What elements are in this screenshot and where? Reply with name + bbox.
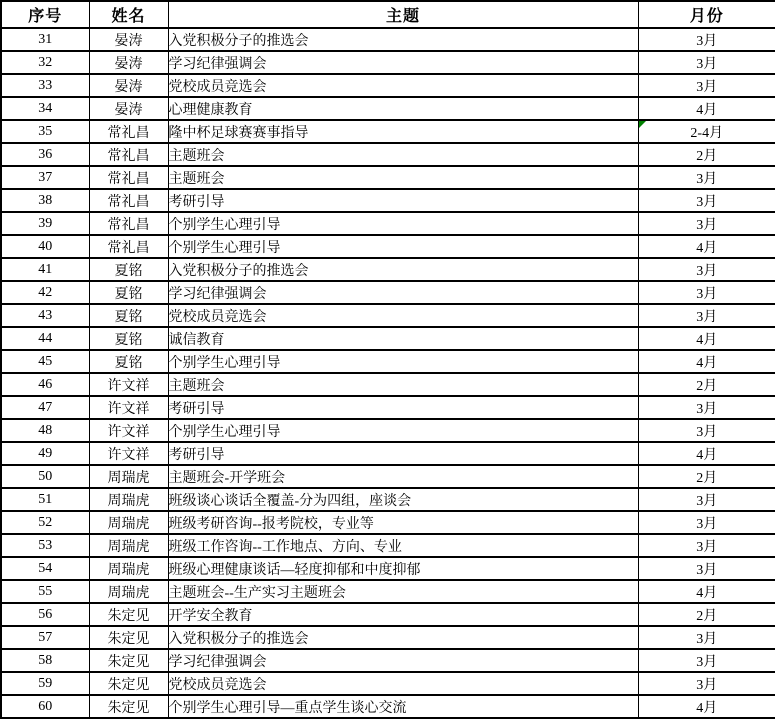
name-cell: 周瑞虎 [89,534,168,557]
name-cell: 朱定见 [89,695,168,718]
header-row [1,1,775,28]
serial-cell: 58 [1,649,89,672]
name-cell: 夏铭 [89,304,168,327]
table-row [1,212,775,235]
topic-cell: 入党积极分子的推选会 [168,28,638,51]
serial-cell: 33 [1,74,89,97]
table-row [1,143,775,166]
serial-cell: 41 [1,258,89,281]
topic-cell: 主题班会-开学班会 [168,465,638,488]
name-cell: 许文祥 [89,396,168,419]
topic-cell: 班级谈心谈话全覆盖-分为四组，座谈会 [168,488,638,511]
table-row [1,511,775,534]
table-row [1,649,775,672]
month-cell: 3月 [638,626,775,649]
table-row [1,488,775,511]
table-row [1,695,775,718]
topic-cell: 开学安全教育 [168,603,638,626]
month-cell: 3月 [638,212,775,235]
month-cell: 4月 [638,97,775,120]
serial-cell: 44 [1,327,89,350]
topic-cell: 考研引导 [168,189,638,212]
name-cell: 晏涛 [89,97,168,120]
topic-cell: 主题班会--生产实习主题班会 [168,580,638,603]
table-row [1,465,775,488]
table-row [1,281,775,304]
month-cell: 3月 [638,166,775,189]
table-row [1,350,775,373]
serial-cell: 51 [1,488,89,511]
table-row [1,327,775,350]
month-cell: 4月 [638,235,775,258]
month-cell: 3月 [638,534,775,557]
month-cell: 2-4月 [638,120,775,143]
name-cell: 常礼昌 [89,212,168,235]
serial-cell: 49 [1,442,89,465]
month-cell: 4月 [638,442,775,465]
serial-cell: 36 [1,143,89,166]
serial-cell: 52 [1,511,89,534]
table-row [1,603,775,626]
name-cell: 晏涛 [89,28,168,51]
table-row [1,74,775,97]
serial-cell: 34 [1,97,89,120]
serial-cell: 54 [1,557,89,580]
name-cell: 常礼昌 [89,189,168,212]
month-cell: 3月 [638,258,775,281]
month-cell: 3月 [638,488,775,511]
serial-cell: 53 [1,534,89,557]
month-cell: 2月 [638,603,775,626]
serial-cell: 35 [1,120,89,143]
month-cell: 4月 [638,695,775,718]
name-cell: 夏铭 [89,281,168,304]
month-cell: 3月 [638,304,775,327]
month-cell: 3月 [638,51,775,74]
serial-cell: 56 [1,603,89,626]
topic-cell: 学习纪律强调会 [168,281,638,304]
name-cell: 夏铭 [89,350,168,373]
topic-cell: 诚信教育 [168,327,638,350]
topic-cell: 班级心理健康谈话—轻度抑郁和中度抑郁 [168,557,638,580]
table-row [1,28,775,51]
name-cell: 许文祥 [89,373,168,396]
name-cell: 周瑞虎 [89,580,168,603]
name-cell: 周瑞虎 [89,465,168,488]
table-row [1,672,775,695]
month-cell: 2月 [638,143,775,166]
topic-cell: 个别学生心理引导 [168,419,638,442]
month-cell: 3月 [638,672,775,695]
column-header-name: 姓名 [89,1,168,28]
topic-cell: 个别学生心理引导 [168,350,638,373]
topic-cell: 主题班会 [168,373,638,396]
name-cell: 常礼昌 [89,143,168,166]
topic-cell: 主题班会 [168,143,638,166]
table-row [1,580,775,603]
topic-cell: 个别学生心理引导 [168,212,638,235]
name-cell: 晏涛 [89,51,168,74]
topic-cell: 考研引导 [168,442,638,465]
column-header-index: 序号 [1,1,89,28]
month-cell: 3月 [638,419,775,442]
topic-cell: 党校成员竞选会 [168,74,638,97]
name-cell: 周瑞虎 [89,488,168,511]
name-cell: 常礼昌 [89,166,168,189]
serial-cell: 57 [1,626,89,649]
topic-cell: 个别学生心理引导 [168,235,638,258]
month-cell: 3月 [638,649,775,672]
serial-cell: 31 [1,28,89,51]
name-cell: 周瑞虎 [89,511,168,534]
topic-cell: 个别学生心理引导—重点学生谈心交流 [168,695,638,718]
table-row [1,396,775,419]
serial-cell: 48 [1,419,89,442]
table-row [1,51,775,74]
serial-cell: 39 [1,212,89,235]
column-header-month: 月份 [638,1,775,28]
topic-cell: 心理健康教育 [168,97,638,120]
topic-cell: 入党积极分子的推选会 [168,258,638,281]
name-cell: 夏铭 [89,327,168,350]
topic-cell: 党校成员竞选会 [168,672,638,695]
serial-cell: 42 [1,281,89,304]
month-cell: 3月 [638,281,775,304]
name-cell: 朱定见 [89,672,168,695]
table-row [1,166,775,189]
month-cell: 4月 [638,327,775,350]
name-cell: 朱定见 [89,649,168,672]
month-cell: 3月 [638,189,775,212]
name-cell: 许文祥 [89,442,168,465]
table-body [1,28,775,718]
table-row [1,189,775,212]
table-row [1,534,775,557]
topic-cell: 入党积极分子的推选会 [168,626,638,649]
table-row [1,258,775,281]
month-cell: 2月 [638,465,775,488]
table-row [1,373,775,396]
topic-cell: 隆中杯足球赛赛事指导 [168,120,638,143]
name-cell: 晏涛 [89,74,168,97]
name-cell: 常礼昌 [89,120,168,143]
table-row [1,557,775,580]
serial-cell: 60 [1,695,89,718]
serial-cell: 37 [1,166,89,189]
topic-cell: 班级工作咨询--工作地点、方向、专业 [168,534,638,557]
name-cell: 朱定见 [89,626,168,649]
comment-indicator-icon [639,121,646,128]
table-row [1,442,775,465]
serial-cell: 50 [1,465,89,488]
table-row [1,120,775,143]
column-header-topic: 主题 [168,1,638,28]
month-cell: 3月 [638,396,775,419]
month-cell: 3月 [638,28,775,51]
serial-cell: 40 [1,235,89,258]
name-cell: 许文祥 [89,419,168,442]
name-cell: 周瑞虎 [89,557,168,580]
table-row [1,304,775,327]
table-row [1,626,775,649]
month-cell: 3月 [638,511,775,534]
name-cell: 夏铭 [89,258,168,281]
serial-cell: 46 [1,373,89,396]
table-row [1,419,775,442]
serial-cell: 59 [1,672,89,695]
topic-cell: 班级考研咨询--报考院校，专业等 [168,511,638,534]
topic-cell: 党校成员竞选会 [168,304,638,327]
month-cell: 4月 [638,350,775,373]
topic-cell: 主题班会 [168,166,638,189]
serial-cell: 38 [1,189,89,212]
name-cell: 朱定见 [89,603,168,626]
serial-cell: 43 [1,304,89,327]
serial-cell: 32 [1,51,89,74]
name-cell: 常礼昌 [89,235,168,258]
month-cell: 3月 [638,74,775,97]
topic-cell: 考研引导 [168,396,638,419]
serial-cell: 55 [1,580,89,603]
serial-cell: 47 [1,396,89,419]
month-cell: 3月 [638,557,775,580]
table-row [1,97,775,120]
month-cell: 4月 [638,580,775,603]
topic-cell: 学习纪律强调会 [168,51,638,74]
month-cell: 2月 [638,373,775,396]
serial-cell: 45 [1,350,89,373]
table-row [1,235,775,258]
topic-cell: 学习纪律强调会 [168,649,638,672]
